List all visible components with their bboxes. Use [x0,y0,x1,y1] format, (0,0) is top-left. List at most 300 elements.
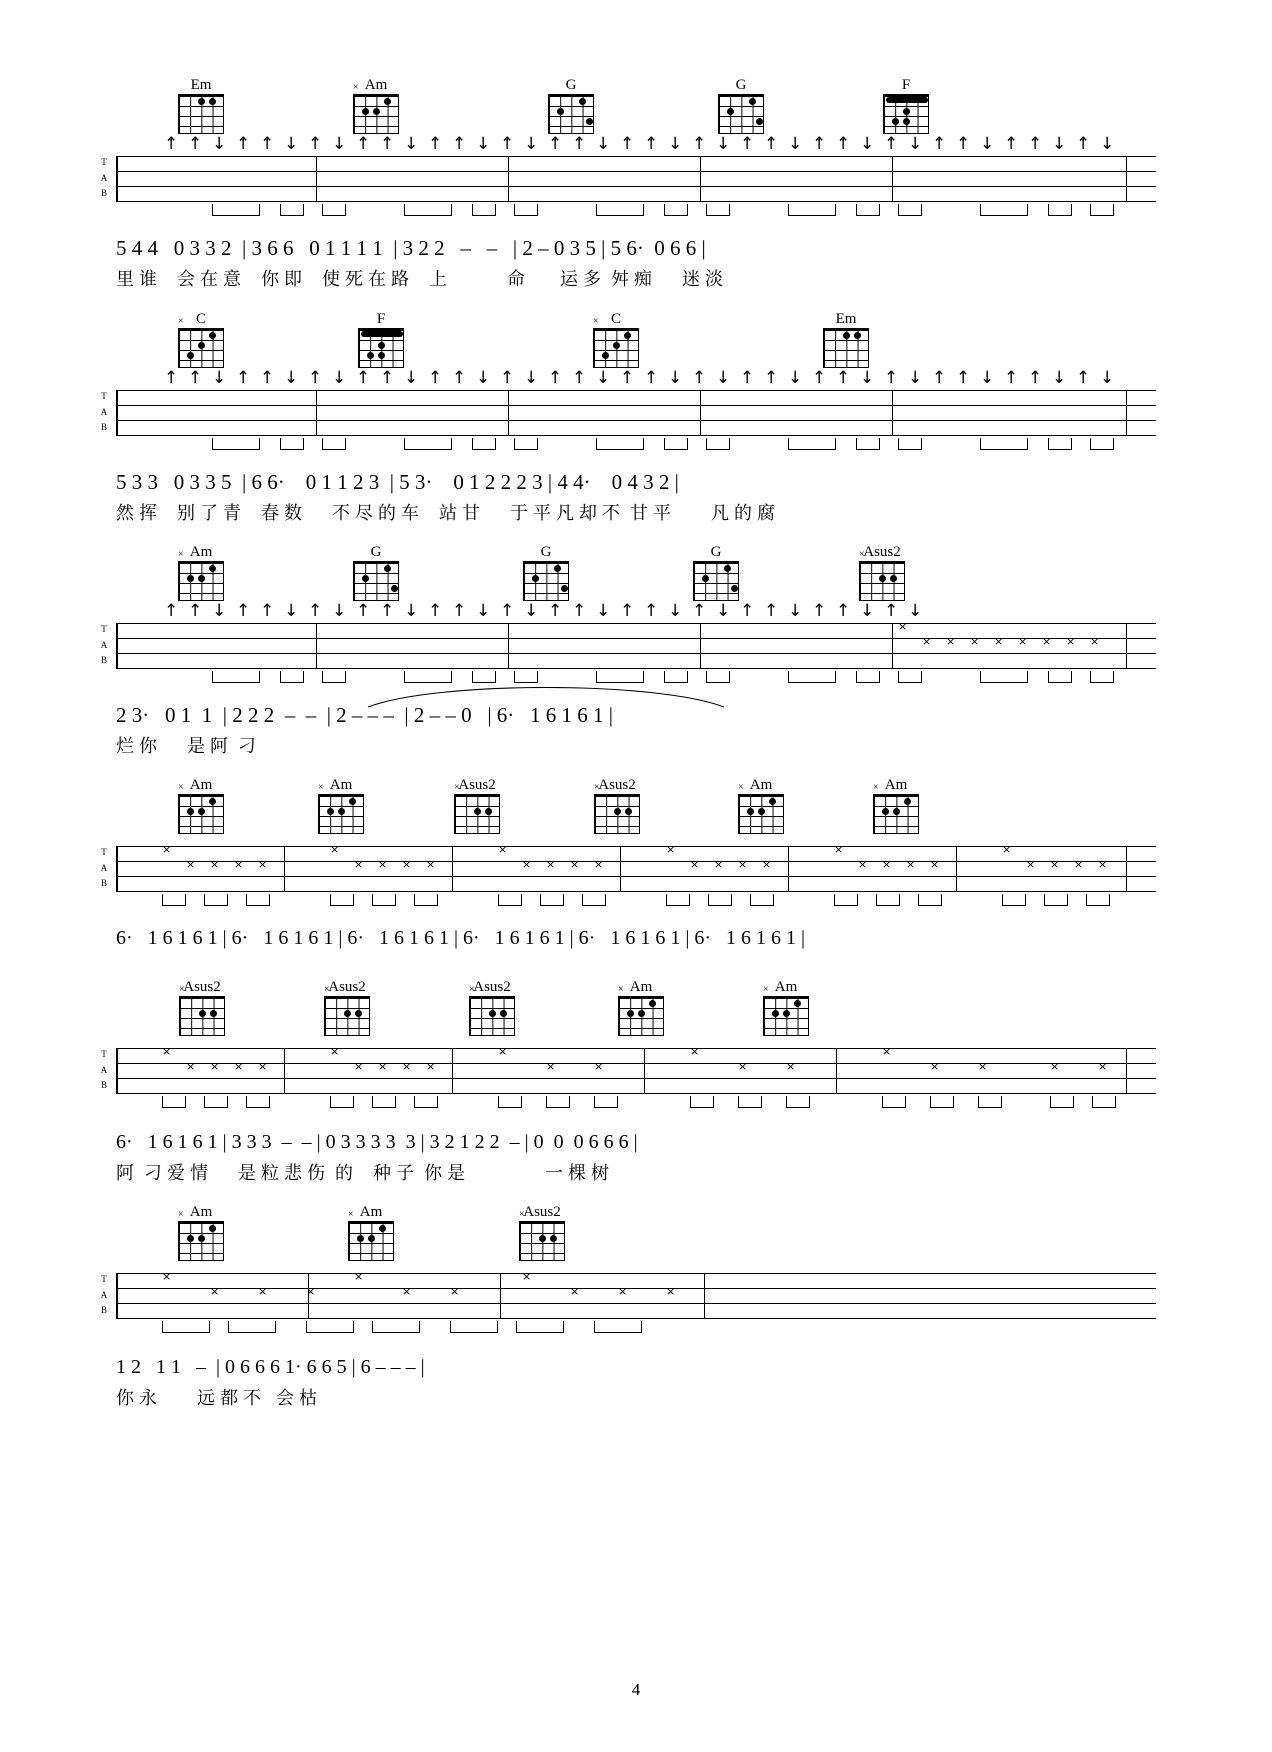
strum-down-arrow: ↓ [212,368,227,388]
mute-x-icon: × [593,316,599,327]
chord-diagram [586,312,646,368]
strum-up-arrow: ↑ [956,368,971,388]
mute-x-icon: × [522,1270,532,1283]
mute-x-icon: × [378,858,388,871]
finger-dot [384,98,391,105]
chord-name: G [735,77,747,93]
mute-x-icon: × [1042,635,1052,648]
strum-up-arrow: ↑ [164,134,179,154]
chord-grid [718,94,764,134]
chord-name: Asus2 [863,544,901,560]
chord-name: Am [189,1204,213,1220]
strum-up-arrow: ↑ [428,134,443,154]
mute-x-icon: × [618,1285,628,1298]
beam [980,204,1028,216]
beam [414,1096,438,1108]
strum-up-arrow: ↑ [884,134,899,154]
finger-dot [882,808,889,815]
beam [162,1096,186,1108]
strum-down-arrow: ↓ [788,134,803,154]
finger-dot [724,565,731,572]
beam [330,894,354,906]
strum-down-arrow: ↓ [716,368,731,388]
finger-dot [614,808,621,815]
finger-dot [198,575,205,582]
strum-up-arrow: ↑ [572,134,587,154]
strum-down-arrow: ↓ [284,601,299,621]
chord-name: Am [329,777,353,793]
finger-dot [199,1010,206,1017]
mute-x-icon: × [570,1285,580,1298]
finger-dot [758,808,765,815]
mute-x-icon: × [714,858,724,871]
finger-dot [843,332,850,339]
finger-dot [772,1010,779,1017]
mute-x-icon: × [1018,635,1028,648]
mute-x-icon: × [570,858,580,871]
chord-name: Am [364,77,388,93]
chord-diagram [441,778,513,834]
mute-x-icon: × [1098,1060,1108,1073]
strum-up-arrow: ↑ [644,134,659,154]
mute-x-icon: × [186,858,196,871]
finger-dot [362,575,369,582]
mute-x-icon: × [498,843,508,856]
finger-dot [384,565,391,572]
strum-up-arrow: ↑ [500,134,515,154]
beam [856,438,880,450]
beam [706,438,730,450]
chord-name: Asus2 [458,777,496,793]
finger-dot [794,1000,801,1007]
staff-line [116,201,1156,202]
chord-name: Asus2 [523,1204,561,1220]
beam [980,438,1028,450]
strum-up-arrow: ↑ [500,601,515,621]
strum-down-arrow: ↓ [1100,134,1115,154]
beam [498,1096,522,1108]
mute-x-icon: × [898,620,908,633]
mute-x-icon: × [1066,635,1076,648]
beam [1044,894,1068,906]
finger-dot [198,808,205,815]
finger-dot [327,808,334,815]
beam [306,1321,354,1333]
chord-diagram [686,545,746,601]
chord-name: Asus2 [473,979,511,995]
strum-up-arrow: ↑ [740,601,755,621]
beam [1048,204,1072,216]
melody-numbers: 5 4 4 0 3 3 2 | 3 6 6 0 1 1 1 1 | 3 2 2 – – | 2 – 0 3 5 | 5 6· 0 6 6 | [116,236,706,260]
finger-dot [187,1235,194,1242]
mute-x-icon: × [873,782,879,793]
finger-dot [550,1235,557,1242]
finger-dot [879,575,886,582]
finger-dot [539,1235,546,1242]
mute-x-icon: × [546,858,556,871]
strum-up-arrow: ↑ [812,368,827,388]
strum-down-arrow: ↓ [860,134,875,154]
lyrics-line: 然 挥 别 了 青 春 数 不 尽 的 车 站 甘 于 平 凡 却 不 甘 平 凡 的 腐 [116,503,776,523]
mute-x-icon: × [666,1285,676,1298]
mute-x-icon: × [859,549,865,560]
strum-down-arrow: ↓ [212,134,227,154]
mute-x-icon: × [402,1060,412,1073]
chord-diagram [876,78,936,134]
strum-up-arrow: ↑ [644,368,659,388]
strum-up-arrow: ↑ [308,368,323,388]
strum-down-arrow: ↓ [524,368,539,388]
system-2 [86,312,1186,542]
tab-clef: T A B [100,624,108,665]
mute-x-icon: × [1074,858,1084,871]
beam [514,671,538,683]
mute-x-icon: × [210,858,220,871]
barre-bar [361,331,403,337]
mute-x-icon: × [930,858,940,871]
mute-x-icon: × [162,843,172,856]
strum-down-arrow: ↓ [668,134,683,154]
chord-diagram [711,78,771,134]
chord-diagram [516,545,576,601]
chord-name: Asus2 [183,979,221,995]
beam [212,204,260,216]
finger-dot [532,575,539,582]
mute-x-icon: × [402,858,412,871]
strum-down-arrow: ↓ [908,601,923,621]
strum-up-arrow: ↑ [1004,368,1019,388]
beam-row [116,438,1156,460]
beam [280,438,304,450]
staff-line [116,171,1156,172]
beam [404,204,452,216]
finger-dot [893,808,900,815]
barline [1126,156,1127,201]
finger-dot [391,585,398,592]
mute-x-icon: × [348,1209,354,1220]
finger-dot [903,118,910,125]
beam [280,671,304,683]
chord-diagram [506,1205,578,1261]
mute-x-icon: × [1026,858,1036,871]
beam [414,894,438,906]
chord-name: C [195,311,206,327]
beam [472,204,496,216]
beam [1090,671,1114,683]
beam [372,1096,396,1108]
chord-grid [883,94,929,134]
melody-numbers: 6· 1 6 1 6 1 | 6· 1 6 1 6 1 | 6· 1 6 1 6 1 | 6· 1 6 1 6 1 | 6· 1 6 1 6 1 | 6· 1 6 1 6 1 | [116,927,805,949]
beam [750,894,774,906]
mute-x-icon: × [258,1060,268,1073]
finger-dot [198,342,205,349]
mute-x-icon: × [946,635,956,648]
strum-down-arrow: ↓ [668,368,683,388]
chord-name: F [376,311,386,327]
staff-line [116,420,1156,421]
chord-name: G [565,77,577,93]
mute-x-icon: × [330,843,340,856]
beam [898,671,922,683]
chord-name: Am [749,777,773,793]
beam [788,438,836,450]
strum-down-arrow: ↓ [908,368,923,388]
chord-diagram [581,778,653,834]
beam [540,894,564,906]
strum-arrow-row [116,370,1156,390]
finger-dot [349,798,356,805]
finger-dot [702,575,709,582]
mute-x-icon: × [522,858,532,871]
mute-x-icon: × [258,858,268,871]
strum-up-arrow: ↑ [548,134,563,154]
finger-dot [749,98,756,105]
mute-x-icon: × [978,1060,988,1073]
strum-down-arrow: ↓ [1052,134,1067,154]
system-3 [86,545,1186,775]
strum-down-arrow: ↓ [596,134,611,154]
strum-down-arrow: ↓ [332,134,347,154]
beam [322,204,346,216]
system-1 [86,78,1186,308]
chord-grid [178,94,224,134]
beam [212,438,260,450]
beam-row [116,1321,1156,1343]
strum-up-arrow: ↑ [812,134,827,154]
strum-up-arrow: ↑ [740,368,755,388]
strum-down-arrow: ↓ [788,601,803,621]
beam [280,204,304,216]
barline [700,390,701,435]
mute-x-icon: × [1090,635,1100,648]
mute-x-icon: × [690,1045,700,1058]
strum-down-arrow: ↓ [716,134,731,154]
finger-dot [489,1010,496,1017]
beam [666,894,690,906]
beam [706,204,730,216]
beam [1002,894,1026,906]
finger-dot [209,565,216,572]
beam [708,894,732,906]
mute-x-icon: × [330,1045,340,1058]
tab-clef: T A B [100,847,108,888]
barline [116,156,118,201]
strum-up-arrow: ↑ [644,601,659,621]
system-6 [86,1205,1186,1425]
finger-dot [367,352,374,359]
lyrics-line: 你 永 远 都 不 会 枯 [116,1388,318,1408]
finger-dot [187,352,194,359]
strum-up-arrow: ↑ [380,134,395,154]
finger-dot [355,1010,362,1017]
mute-x-icon: × [178,316,184,327]
beam [372,1321,420,1333]
finger-dot [731,585,738,592]
strum-down-arrow: ↓ [716,601,731,621]
strum-up-arrow: ↑ [836,134,851,154]
strum-down-arrow: ↓ [908,134,923,154]
strum-down-arrow: ↓ [980,134,995,154]
strum-up-arrow: ↑ [356,368,371,388]
mute-x-icon: × [763,984,769,995]
beam [472,438,496,450]
staff-line [116,390,1156,391]
finger-dot [557,108,564,115]
strum-up-arrow: ↑ [764,368,779,388]
mute-x-icon: × [354,1060,364,1073]
finger-dot [198,98,205,105]
strum-up-arrow: ↑ [500,368,515,388]
finger-dot [602,352,609,359]
strum-up-arrow: ↑ [836,368,851,388]
chord-diagram [611,980,671,1036]
chord-diagram [171,778,231,834]
system-4 [86,778,1186,983]
staff-line [116,186,1156,187]
strum-up-arrow: ↑ [164,368,179,388]
chord-diagram [731,778,791,834]
beam [1090,204,1114,216]
mute-x-icon: × [324,984,330,995]
mute-x-icon: × [738,858,748,871]
beam [876,894,900,906]
mute-x-icon: × [354,1270,364,1283]
strum-down-arrow: ↓ [1100,368,1115,388]
strum-up-arrow: ↑ [692,601,707,621]
mute-x-icon: × [354,858,364,871]
strum-down-arrow: ↓ [476,134,491,154]
beam [664,204,688,216]
mute-x-icon: × [786,1060,796,1073]
finger-dot [187,575,194,582]
strum-up-arrow: ↑ [932,368,947,388]
chord-diagram [351,312,411,368]
lyrics-line: 里 谁 会 在 意 你 即 使 死 在 路 上 命 运 多 舛 痴 迷 淡 [116,269,724,289]
beam [898,438,922,450]
chord-name: G [370,544,382,560]
beam [594,1321,642,1333]
chord-grid [353,561,399,601]
strum-down-arrow: ↓ [980,368,995,388]
finger-dot [747,808,754,815]
beam [212,671,260,683]
beam [1048,438,1072,450]
strum-up-arrow: ↑ [572,368,587,388]
tab-clef: T A B [100,1274,108,1315]
mute-x-icon: × [318,782,324,793]
beam [372,894,396,906]
strum-down-arrow: ↓ [1052,368,1067,388]
chord-diagram [311,980,383,1036]
chord-name: Am [359,1204,383,1220]
strum-up-arrow: ↑ [452,601,467,621]
chord-diagram [171,1205,231,1261]
finger-dot [338,808,345,815]
mute-x-icon: × [426,858,436,871]
chord-grid [178,316,224,368]
strum-up-arrow: ↑ [380,368,395,388]
mute-x-icon: × [930,1060,940,1073]
beam [882,1096,906,1108]
beam [228,1321,276,1333]
mute-x-icon: × [306,1285,316,1298]
finger-dot [209,332,216,339]
mute-x-icon [180,83,183,93]
mute-x-icon: × [178,1209,184,1220]
beam [788,204,836,216]
finger-dot [357,1235,364,1242]
beam [472,671,496,683]
strum-up-arrow: ↑ [1076,134,1091,154]
tab-clef: T A B [100,157,108,198]
beam-row [116,1096,1156,1118]
mute-x-icon: × [738,782,744,793]
chord-grid [593,316,639,368]
mute-x-icon: × [594,782,600,793]
strum-up-arrow: ↑ [188,601,203,621]
strum-down-arrow: ↓ [668,601,683,621]
chord-name: Asus2 [328,979,366,995]
beam [856,671,880,683]
beam [706,671,730,683]
mute-x-icon: × [162,1270,172,1283]
mute-x-icon: × [738,1060,748,1073]
strum-down-arrow: ↓ [332,601,347,621]
barline [316,156,317,201]
beam [788,671,836,683]
mute-x-icon: × [858,858,868,871]
mute-x-icon: × [210,1060,220,1073]
mute-x-icon: × [519,1209,525,1220]
finger-dot [485,808,492,815]
staff-line [116,405,1156,406]
beam [1092,1096,1116,1108]
chord-name: Asus2 [598,777,636,793]
strum-up-arrow: ↑ [740,134,755,154]
strum-down-arrow: ↓ [212,601,227,621]
mute-x-icon: × [378,1060,388,1073]
mute-x-icon: × [234,1060,244,1073]
finger-dot [554,565,561,572]
mute-x-icon: × [618,984,624,995]
mute-x-icon: × [178,549,184,560]
strum-down-arrow: ↓ [596,601,611,621]
melody-numbers: 6· 1 6 1 6 1 | 3 3 3 – – | 0 3 3 3 3 3 | 3 2 1 2 2 – | 0 0 0 6 6 6 | [116,1131,638,1153]
finger-dot [756,118,763,125]
mute-x-icon: × [162,1045,172,1058]
chord-grid [358,328,404,368]
strum-up-arrow: ↑ [260,368,275,388]
strum-arrow-row [116,603,1156,623]
beam [498,894,522,906]
beam [404,671,452,683]
strum-down-arrow: ↓ [404,134,419,154]
strum-down-arrow: ↓ [284,368,299,388]
chord-diagram [816,312,876,368]
finger-dot [727,108,734,115]
mute-x-icon: × [970,635,980,648]
strum-up-arrow: ↑ [620,601,635,621]
finger-dot [649,1000,656,1007]
finger-dot [362,108,369,115]
strum-up-arrow: ↑ [932,134,947,154]
mute-x-icon: × [762,858,772,871]
beam [1050,1096,1074,1108]
mute-x-icon: × [994,635,1004,648]
mute-x-icon: × [454,782,460,793]
strum-down-arrow: ↓ [476,368,491,388]
lyrics-line: 阿 刁 爱 情 是 粒 悲 伤 的 种 子 你 是 一 棵 树 [116,1163,610,1183]
